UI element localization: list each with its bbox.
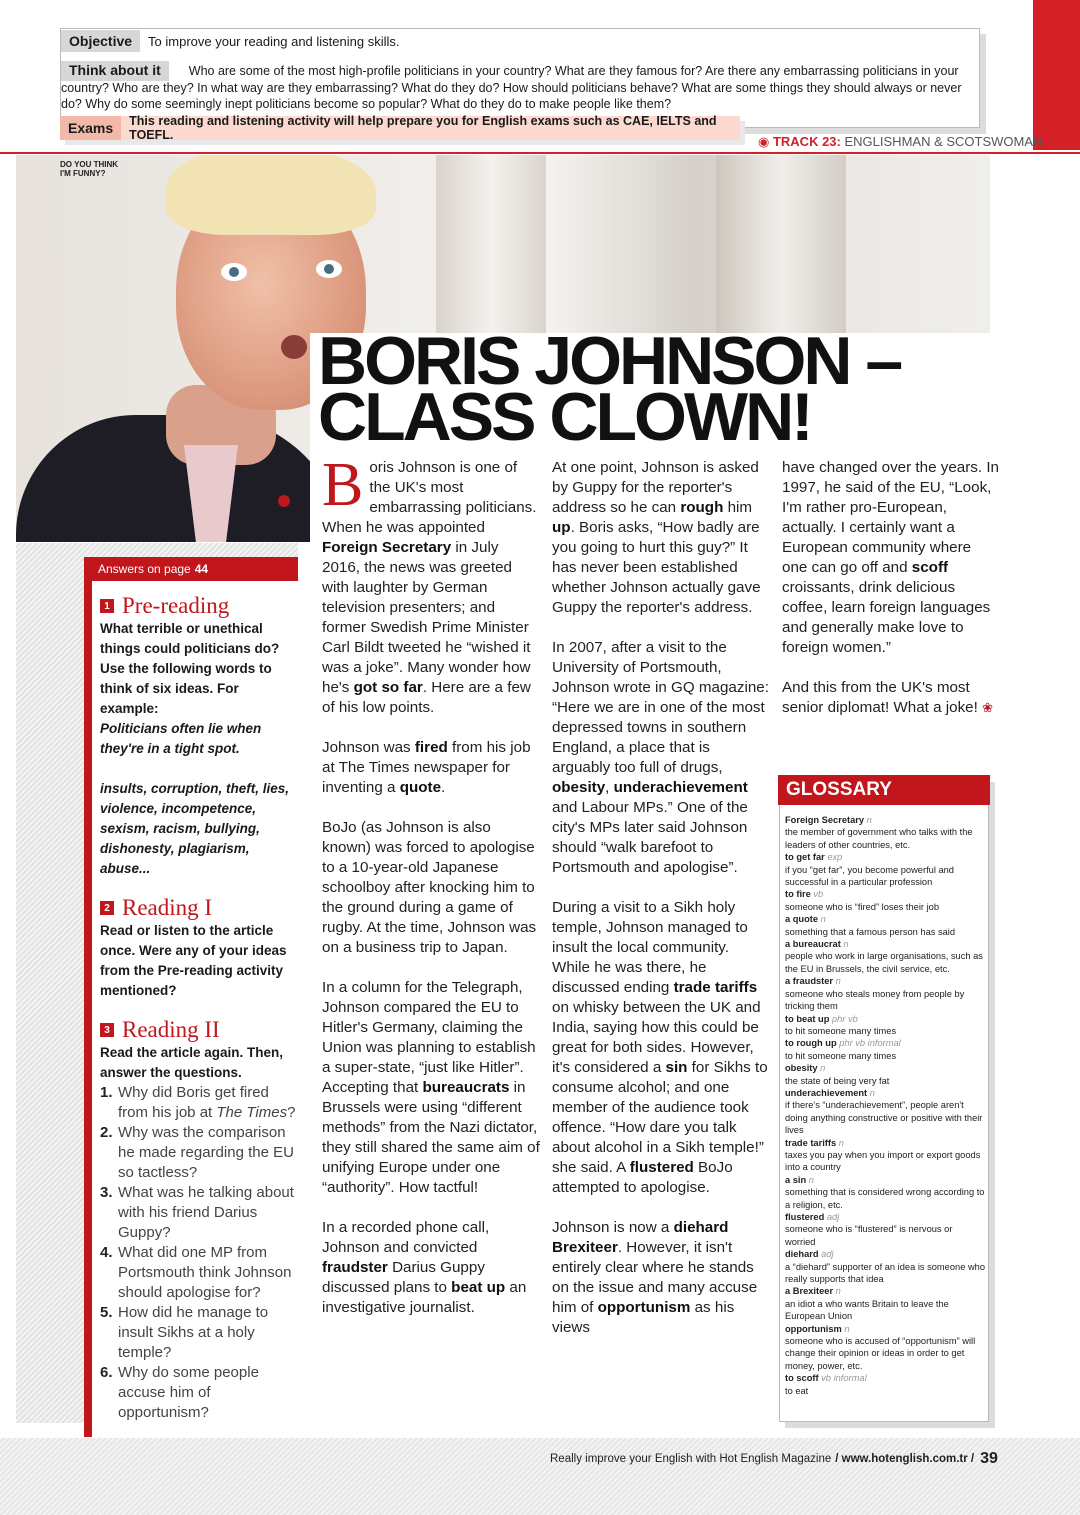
glossary-item: a bureaucrat n people who work in large organisations, such as the EU in Brussels, the civil service, etc. bbox=[785, 939, 983, 974]
glossary-box bbox=[779, 776, 989, 1422]
think-about-it bbox=[61, 61, 979, 112]
article-column-3 bbox=[782, 458, 1000, 738]
reading-1-title: 2 Reading I bbox=[100, 895, 296, 921]
answers-tab: Answers on page 44 bbox=[84, 557, 298, 581]
question-item: 3. What was he talking about with his friend Darius Guppy? bbox=[100, 1184, 294, 1241]
objective-label: Objective bbox=[61, 30, 140, 52]
glossary-item: a sin n something that is considered wrong according to a religion, etc. bbox=[785, 1174, 985, 1210]
article-paragraph: In a column for the Telegraph, Johnson compared the EU to Hitler's Germany, claiming the Union was planning to establish a super-state, “just like Hitler”. Accepting that bureaucrats in Brussels were using “different methods” from the Nazi dictator, they still shared the same aim of unifying Europe under one “authority”. How tactful! bbox=[322, 979, 540, 1196]
think-label: Think about it bbox=[61, 61, 169, 81]
pre-reading-title: 1 Pre-reading bbox=[100, 593, 296, 619]
exams-text: This reading and listening activity will help prepare you for English exams such as CAE, IELTS and TOEFL. bbox=[129, 114, 717, 142]
question-item: 4. What did one MP from Portsmouth think Johnson should apologise for? bbox=[100, 1244, 292, 1301]
objective-row bbox=[61, 29, 979, 53]
track-label: TRACK 23: bbox=[772, 134, 841, 149]
track-title: ENGLISHMAN & SCOTSWOMAN bbox=[844, 134, 1043, 149]
glossary-item: a fraudster n someone who steals money from people by tricking them bbox=[785, 976, 965, 1012]
article-paragraph: Boris Johnson is one of the UK's most embarrassing politicians. When he was appointed Foreign Secretary in July 2016, the news was greeted with laughter by German television presenters; and former Swedish Prime Minister Carl Bildt tweeted he “wished it was a joke”. Many wonder how he's got so far. Here are a few of his low points. bbox=[322, 451, 537, 716]
article-paragraph: have changed over the years. In 1997, he said of the EU, “Look, I'm rather pro-European, actually. I certainly want a European community where one can go off and scoff croissants, drink delicious coffee, learn foreign languages and generally make love to foreign women.” bbox=[782, 459, 999, 656]
question-item: 1. Why did Boris get fired from his job at The Times? bbox=[100, 1084, 296, 1121]
glossary-item: to get far exp if you “get far”, you become powerful and successful in a particular profession bbox=[785, 852, 954, 888]
footer-text: Really improve your English with Hot English Magazine bbox=[550, 1453, 832, 1465]
glossary-item: to scoff vb informal to eat bbox=[785, 1373, 867, 1396]
article-paragraph: Johnson was fired from his job at The Times newspaper for inventing a quote. bbox=[322, 739, 531, 796]
article-paragraph: And this from the UK's most senior diplomat! What a joke! ❀ bbox=[782, 679, 993, 716]
article-paragraph: At one point, Johnson is asked by Guppy for the reporter's address so he can rough him up. Boris asks, “How badly are you going to hurt this guy?” It has never been established whether Johnson actually gave Guppy the reporter's address. bbox=[552, 459, 761, 616]
objectives-box bbox=[60, 28, 980, 128]
pre-reading-example: Politicians often lie when they're in a tight spot. bbox=[100, 721, 262, 756]
glossary-title: GLOSSARY bbox=[778, 775, 990, 805]
page-title: BORIS JOHNSON – CLASS CLOWN! bbox=[318, 323, 901, 455]
activities-sidebar bbox=[16, 543, 298, 1423]
glossary-item: flustered adj someone who is “flustered” is nervous or worried bbox=[785, 1212, 953, 1247]
question-item: 6. Why do some people accuse him of opportunism? bbox=[100, 1364, 259, 1421]
glossary-item: diehard adj a “diehard” supporter of an idea is someone who really supports that idea bbox=[785, 1249, 986, 1285]
glossary-item: Foreign Secretary n the member of government who talks with the leaders of other countries, etc. bbox=[785, 815, 973, 850]
headphones-icon: ◉ bbox=[758, 134, 770, 149]
reading-2-instructions: Read the article again. Then, answer the questions. bbox=[100, 1045, 284, 1080]
objective-text: To improve your reading and listening skills. bbox=[148, 33, 400, 49]
photo-caption: DO YOU THINK I'M FUNNY? bbox=[60, 160, 119, 178]
question-item: 2. Why was the comparison he made regarding the EU so tactless? bbox=[100, 1124, 294, 1181]
reading-2-title: 3 Reading II bbox=[100, 1017, 296, 1043]
website-link[interactable]: / www.hotenglish.com.tr / bbox=[835, 1453, 975, 1465]
pre-reading-instructions: What terrible or unethical things could politicians do? Use the following words to think of six ideas. For example: bbox=[100, 621, 280, 716]
article-column-2 bbox=[552, 458, 770, 1358]
header-divider bbox=[0, 152, 1080, 154]
audio-track[interactable] bbox=[758, 134, 1042, 150]
reading-1-instructions: Read or listen to the article once. Were any of your ideas from the Pre-reading activity mentioned? bbox=[100, 923, 287, 998]
glossary-item: trade tariffs n taxes you pay when you import or export goods into a country bbox=[785, 1137, 981, 1173]
article-column-1 bbox=[322, 451, 540, 1338]
pre-reading-words: insults, corruption, theft, lies, violence, incompetence, sexism, racism, bullying, dishonesty, plagiarism, abuse... bbox=[100, 781, 290, 876]
think-text: Who are some of the most high-profile politicians in your country? What are they famous for? Are there any embarrassing politicians in your country? Who are they? In what way are they embarrassing? What do they do? How should politicians behave? What are some things they should always or never do? Why do some seemingly inept politicians become so popular? What do they do to make people like them? bbox=[61, 64, 962, 111]
glossary-item: to rough up phr vb informal to hit someone many times bbox=[785, 1038, 901, 1061]
drop-cap: B bbox=[322, 451, 364, 519]
exams-label: Exams bbox=[60, 116, 121, 140]
page-footer bbox=[550, 1450, 998, 1468]
article-paragraph: During a visit to a Sikh holy temple, Johnson managed to insult the local community. While he was there, he discussed ending trade tariffs on whisky between the UK and India, saying how this could be great for both sides. However, it's considered a sin for Sikhs to consume alcohol; and one member of the audience took offence. “How dare you talk about alcohol in a Sikh temple!” she said. A flustered BoJo attempted to apologise. bbox=[552, 899, 768, 1196]
end-mark-icon: ❀ bbox=[982, 700, 993, 715]
article-paragraph: BoJo (as Johnson is also known) was forced to apologise to a 10-year-old Japanese schoolboy after knocking him to the ground during a game of rugby. At the time, Johnson was on a business trip to Japan. bbox=[322, 819, 537, 956]
exams-row bbox=[60, 116, 740, 140]
corner-decoration bbox=[1033, 0, 1080, 150]
question-item: 5. How did he manage to insult Sikhs at a holy temple? bbox=[100, 1304, 269, 1361]
question-list bbox=[100, 1083, 296, 1423]
article-paragraph: In 2007, after a visit to the University of Portsmouth, Johnson wrote in GQ magazine: “Here we are in one of the most depressed towns in southern England, a place that is arguably too full of drugs, obesity, underachievement and Labour MPs.” One of the city's MPs later said Johnson should “walk barefoot to Portsmouth and apologise”. bbox=[552, 639, 769, 876]
article-paragraph: In a recorded phone call, Johnson and convicted fraudster Darius Guppy discussed plans to beat up an investigative journalist. bbox=[322, 1219, 527, 1316]
article-paragraph: Johnson is now a diehard Brexiteer. However, it isn't entirely clear where he stands on the issue and many accuse him of opportunism as his views bbox=[552, 1219, 758, 1336]
glossary-item: opportunism n someone who is accused of “opportunism” will change their opinion or ideas in order to get money, power, etc. bbox=[785, 1323, 976, 1371]
glossary-item: underachievement n if there's “underachievement”, people aren't doing anything constructive or positive with their lives bbox=[785, 1087, 983, 1136]
glossary-item: a Brexiteer n an idiot a who wants Britain to leave the European Union bbox=[785, 1286, 949, 1322]
glossary-item: obesity n the state of being very fat bbox=[785, 1063, 890, 1086]
page-number: 39 bbox=[980, 1450, 998, 1467]
glossary-list bbox=[785, 814, 985, 1397]
glossary-item: a quote n something that a famous person has said bbox=[785, 914, 956, 937]
glossary-item: to fire vb someone who is “fired” loses their job bbox=[785, 889, 939, 912]
glossary-item: to beat up phr vb to hit someone many times bbox=[785, 1013, 897, 1036]
